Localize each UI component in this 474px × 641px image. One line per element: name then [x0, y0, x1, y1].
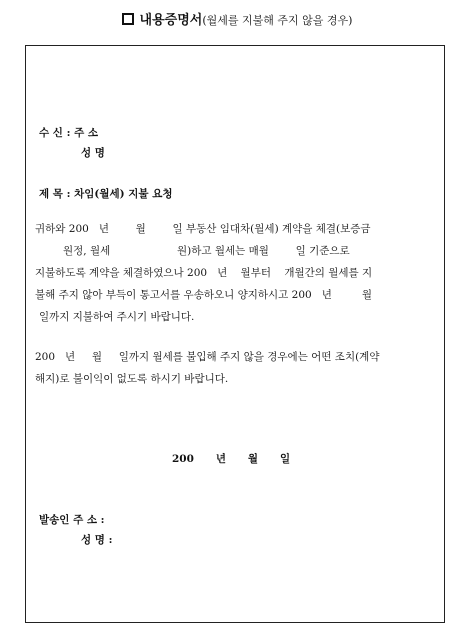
title-main: 내용증명서	[139, 13, 203, 28]
body-line-4: 불해 주지 않아 부득이 통고서를 우송하오니 양지하시고 200 년 월	[35, 289, 373, 301]
body-line-3: 지불하도록 계약을 체결하였으나 200 년 월부터 개월간의 월세를 지	[35, 267, 373, 279]
body-line-1: 귀하와 200 년 월 일 부동산 임대차(월세) 계약을 체결(보증금	[35, 223, 371, 235]
checkbox-square-icon	[122, 13, 134, 25]
recipient-name-label: 성 명	[81, 147, 105, 159]
document-title	[0, 9, 474, 28]
body-line-2: 원정, 월세 원)하고 월세는 매월 일 기준으로	[63, 245, 350, 257]
warning-line-1: 200 년 월 일까지 월세를 불입해 주지 않을 경우에는 어떤 조치(계약	[35, 351, 380, 363]
subject-line: 제 목 : 차임(월세) 지불 요청	[39, 188, 173, 200]
warning-line-2: 해지)로 불이익이 없도록 하시기 바랍니다.	[35, 373, 229, 385]
date-line: 200 년 월 일	[172, 453, 291, 465]
title-subtitle: (월세를 지불해 주지 않을 경우)	[202, 14, 353, 27]
recipient-address-label: 수 신 : 주 소	[39, 127, 99, 139]
body-line-5: 일까지 지불하여 주시기 바랍니다.	[39, 311, 195, 323]
sender-address-label: 발송인 주 소 :	[39, 514, 105, 526]
sender-name-label: 성 명 :	[81, 534, 113, 546]
